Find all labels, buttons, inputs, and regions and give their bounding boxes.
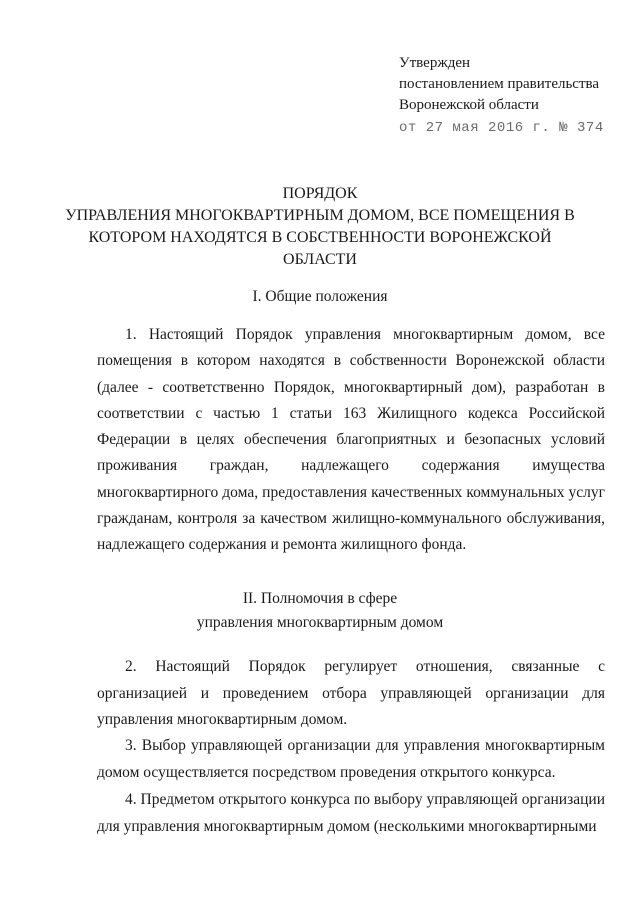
section-2-heading-line-2: управления многоквартирным домом <box>196 614 444 631</box>
paragraph-4: 4. Предметом открытого конкурса по выбору управляющей организации для управления многоквартирным домом (несколькими многоквартирными <box>97 791 605 835</box>
approval-block <box>399 53 629 139</box>
title-line-3: КОТОРОМ НАХОДЯТСЯ В СОБСТВЕННОСТИ ВОРОНЕЖСКОЙ <box>88 229 552 246</box>
paragraph-3: 3. Выбор управляющей организации для управления многоквартирным домом осуществляется посредством проведения открытого конкурса. <box>97 737 605 781</box>
paragraph-2: 2. Настоящий Порядок регулирует отношения, связанные с организацией и проведением отбора управляющей организации для управления многоквартирным домом. <box>97 658 605 728</box>
approval-line-region: Воронежской области <box>399 97 539 113</box>
approval-date-number-stamp: от 27 мая 2016 г. № 374 <box>399 120 604 136</box>
section-2-heading-line-1: II. Полномочия в сфере <box>242 590 398 607</box>
section-2-heading <box>60 587 580 635</box>
document-title <box>60 183 580 271</box>
approval-line-approved: Утвержден <box>399 55 471 71</box>
approval-line-resolution: постановлением правительства <box>399 76 600 92</box>
section-1-heading: I. Общие положения <box>252 288 388 305</box>
title-line-1: ПОРЯДОК <box>282 185 358 202</box>
title-line-2: УПРАВЛЕНИЯ МНОГОКВАРТИРНЫМ ДОМОМ, ВСЕ ПОМЕЩЕНИЯ В <box>65 207 575 224</box>
paragraph-1: 1. Настоящий Порядок управления многоквартирным домом, все помещения в котором находятся в собственности Воронежской области (далее - соответственно Порядок, многоквартирный дом), разработан в соответствии с частью 1 статьи 163 Жилищного кодекса Российской Федерации в целях обеспечения благоприятных и безопасных условий проживания граждан, надлежащего содержания имущества многоквартирного дома, предоставления качественных коммунальных услуг гражданам, контроля за качеством жилищно-коммунального обслуживания, надлежащего содержания и ремонта жилищного фонда. <box>97 326 605 554</box>
title-line-4: ОБЛАСТИ <box>283 251 357 268</box>
